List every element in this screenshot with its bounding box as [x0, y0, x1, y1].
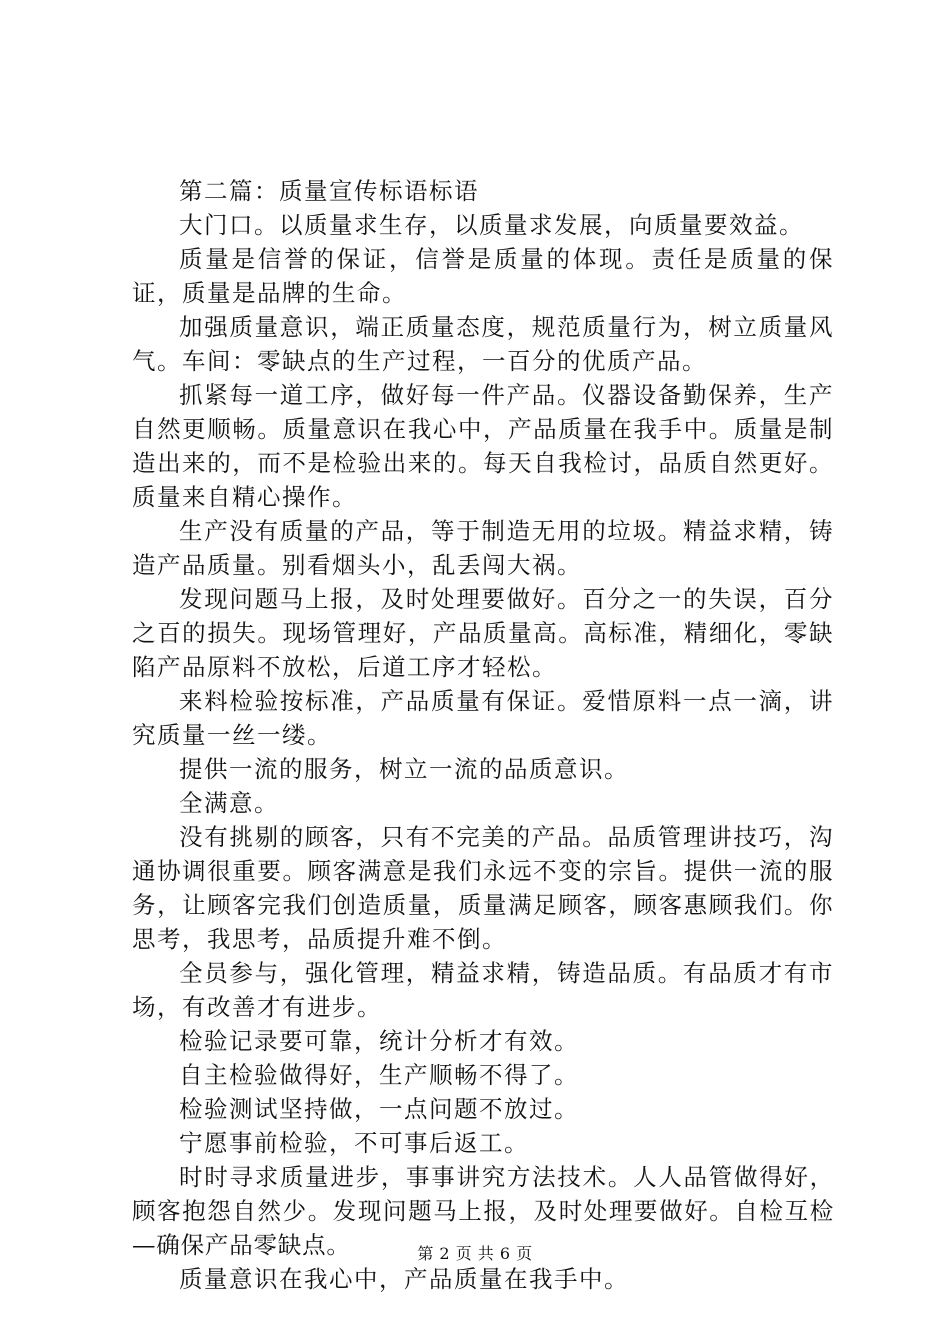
paragraph: 全满意。 [179, 789, 279, 817]
paragraph: 自主检验做得好，生产顺畅不得了。 [179, 1061, 579, 1089]
paragraph: 提供一流的服务，树立一流的品质意识。 [179, 755, 629, 783]
paragraph: 全员参与，强化管理，精益求精，铸造品质。有品质才有市场，有改善才有进步。 [132, 959, 834, 1021]
paragraph: 加强质量意识，端正质量态度，规范质量行为，树立质量风气。车间：零缺点的生产过程，一百分的优质产品。 [132, 313, 834, 375]
paragraph: 发现问题马上报，及时处理要做好。百分之一的失误，百分之百的损失。现场管理好，产品质量高。高标准，精细化，零缺陷产品原料不放松，后道工序才轻松。 [132, 585, 834, 681]
paragraph: 质量是信誉的保证，信誉是质量的体现。责任是质量的保证，质量是品牌的生命。 [132, 245, 834, 307]
paragraph: 检验测试坚持做，一点问题不放过。 [179, 1095, 579, 1123]
document-body [132, 174, 834, 1296]
paragraph: 宁愿事前检验，不可事后返工。 [179, 1129, 529, 1157]
paragraph: 生产没有质量的产品，等于制造无用的垃圾。精益求精，铸造产品质量。别看烟头小，乱丢闯大祸。 [132, 517, 834, 579]
page-number: 第 2 页 共 6 页 [417, 1244, 533, 1263]
page-footer [0, 1243, 950, 1265]
paragraph: 时时寻求质量进步，事事讲究方法技术。人人品管做得好，顾客抱怨自然少。发现问题马上报，及时处理要做好。自检互检—确保产品零缺点。 [132, 1163, 834, 1259]
paragraph: 检验记录要可靠，统计分析才有效。 [179, 1027, 579, 1055]
paragraph: 没有挑剔的顾客，只有不完美的产品。品质管理讲技巧，沟通协调很重要。顾客满意是我们永远不变的宗旨。提供一流的服务，让顾客完我们创造质量，质量满足顾客，顾客惠顾我们。你思考，我思考，品质提升难不倒。 [132, 823, 834, 953]
paragraph: 抓紧每一道工序，做好每一件产品。仪器设备勤保养，生产自然更顺畅。质量意识在我心中，产品质量在我手中。质量是制造出来的，而不是检验出来的。每天自我检讨，品质自然更好。质量来自精心操作。 [132, 381, 834, 511]
section-heading: 第二篇：质量宣传标语标语 [179, 177, 479, 205]
paragraph: 质量意识在我心中，产品质量在我手中。 [179, 1265, 629, 1293]
paragraph: 来料检验按标准，产品质量有保证。爱惜原料一点一滴，讲究质量一丝一缕。 [132, 687, 834, 749]
paragraph: 大门口。以质量求生存，以质量求发展，向质量要效益。 [179, 211, 804, 239]
